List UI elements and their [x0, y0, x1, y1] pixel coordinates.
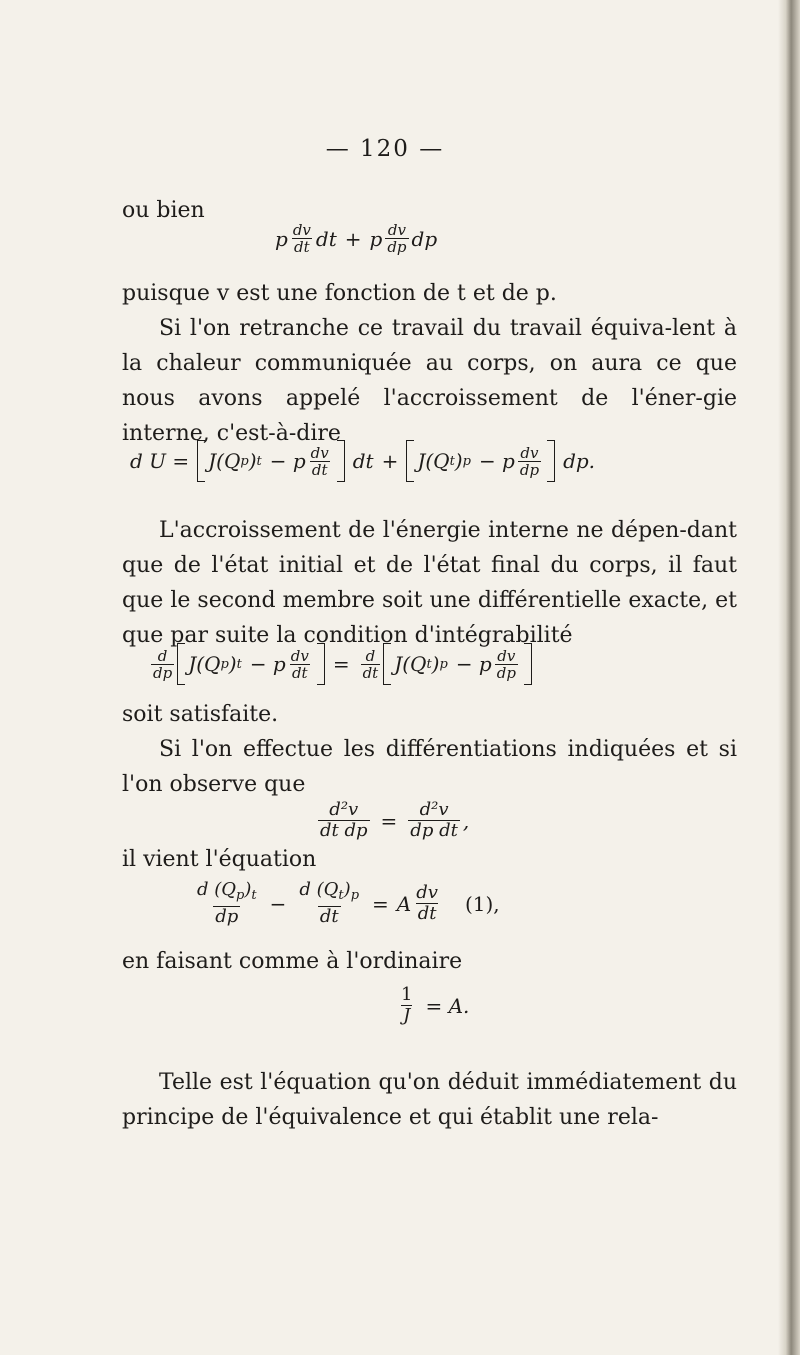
- equation-main-1: [192, 880, 500, 927]
- eq1-p2: p: [369, 226, 383, 251]
- eq1-num2: dv: [387, 221, 406, 239]
- eq2-frac-dv-dp: [518, 445, 541, 478]
- eq2-jq2: J(Q: [417, 449, 450, 473]
- eq3-num1: dv: [290, 646, 309, 665]
- eq3-sub-t: t: [236, 656, 242, 672]
- eq3-close2: ): [431, 652, 440, 676]
- eq5-num2-subp: p: [350, 888, 360, 903]
- eq2-sub-p2: p: [462, 453, 471, 469]
- eq1-dt: dt: [315, 226, 337, 251]
- eq5-frac3: [414, 883, 440, 924]
- eq3-num2: dv: [497, 646, 516, 665]
- eq1-plus: +: [344, 226, 362, 251]
- eq5-frac2: [297, 880, 361, 927]
- eq3-close1: ): [228, 652, 237, 676]
- eq1-p1: p: [275, 226, 288, 251]
- eq3-bracket-close-2: [524, 643, 532, 685]
- eq5-num1-subp: p: [236, 888, 245, 903]
- eq5-num1: [195, 880, 259, 906]
- equation-integrability: [148, 643, 532, 685]
- eq4-den1: dt dp: [320, 820, 368, 841]
- eq2-sub-p: p: [240, 453, 249, 469]
- eq3-sub-t2: t: [426, 656, 432, 672]
- paragraph-puisque: puisque v est une fonction de t et de p.: [122, 281, 557, 306]
- eq2-bracket-open-2: [406, 440, 414, 482]
- eq6-den: J: [403, 1005, 411, 1026]
- paragraph-ou-bien: ou bien: [122, 198, 205, 223]
- equation-work: [275, 222, 437, 255]
- eq2-den2: dp: [519, 460, 540, 479]
- eq3-bracket-open-1: [177, 643, 185, 685]
- eq2-dt: dt: [352, 449, 374, 473]
- eq6-frac: [399, 985, 414, 1026]
- eq6-rhs: = A.: [425, 993, 470, 1018]
- eq3-num-d2: d: [365, 646, 376, 665]
- eq3-den1: dt: [291, 663, 308, 682]
- eq2-num1: dv: [310, 443, 329, 462]
- eq6-num: 1: [401, 984, 413, 1005]
- eq2-minus-p2: − p: [478, 449, 515, 473]
- eq1-den1: dt: [294, 238, 310, 256]
- eq4-frac-right: [408, 800, 460, 841]
- eq2-plus: +: [381, 449, 399, 473]
- eq5-den3: dt: [417, 903, 437, 924]
- eq5-minus: −: [269, 891, 287, 916]
- eq2-close1: ): [248, 449, 257, 473]
- eq5-num2-subt: t: [338, 888, 344, 903]
- eq4-num1: d²v: [329, 799, 359, 820]
- eq5-num1-subt: t: [251, 888, 257, 903]
- equation-schwarz: [315, 800, 469, 841]
- eq2-num2: dv: [520, 443, 539, 462]
- eq5-num2-close: ): [343, 879, 351, 900]
- eq2-bracket-close-2: [547, 440, 555, 482]
- paragraph-soit-satisfaite: soit satisfaite.: [122, 702, 279, 727]
- eq3-equals: =: [332, 652, 350, 676]
- eq3-frac-d-dt: [361, 648, 381, 681]
- eq5-num2: [297, 880, 361, 906]
- equation-joule-constant: [396, 985, 469, 1026]
- equation-internal-energy: [130, 440, 595, 482]
- eq2-den1: dt: [311, 460, 328, 479]
- eq1-dp: dp: [411, 226, 438, 251]
- eq3-den2: dp: [496, 663, 516, 682]
- eq3-num-d1: d: [157, 646, 168, 665]
- eq2-end: dp.: [563, 449, 596, 473]
- paragraph-si-lon-effectue: Si l'on effectue les différentiations indiquées et si l'on observe que: [122, 737, 737, 797]
- eq3-sub-p: p: [220, 656, 229, 672]
- eq4-num2: d²v: [419, 799, 449, 820]
- eq3-jq1: J(Q: [188, 652, 221, 676]
- page-number: — 120 —: [325, 136, 445, 162]
- eq5-equals: =: [372, 891, 389, 916]
- eq3-bracket-close-1: [317, 643, 325, 685]
- eq1-frac-dv-dt: [291, 222, 313, 255]
- eq3-frac-dv-dp: [495, 648, 518, 681]
- eq2-close2: ): [454, 449, 463, 473]
- eq4-den2: dp dt: [410, 820, 458, 841]
- eq3-frac-d-dp: [151, 648, 174, 681]
- eq2-frac-dv-dt: [309, 445, 331, 478]
- eq2-lhs: d U =: [130, 449, 190, 473]
- eq2-bracket-open-1: [197, 440, 205, 482]
- eq5-label: (1),: [464, 891, 500, 916]
- eq5-den2: dt: [319, 906, 339, 927]
- eq3-den-dt: dt: [362, 663, 379, 682]
- eq2-jq1: J(Q: [208, 449, 241, 473]
- eq5-num2-dq: d (Q: [299, 879, 339, 900]
- eq1-num1: dv: [292, 221, 311, 239]
- eq4-frac-left: [318, 800, 370, 841]
- eq1-frac-dv-dp: [385, 222, 408, 255]
- eq5-num1-close: ): [244, 879, 252, 900]
- page-binding-edge: [778, 0, 800, 1355]
- eq4-tail: ,: [462, 808, 470, 833]
- paragraph-laccroissement: L'accroissement de l'énergie interne ne dépen-dant que de l'état initial et de l'état final du corps, il faut que le second membre soit une différentielle exacte, et que par suite la condition d'intégrabilité: [122, 518, 737, 648]
- eq5-A: A: [396, 891, 412, 916]
- eq2-minus-p1: − p: [269, 449, 306, 473]
- paragraph-telle-est: Telle est l'équation qu'on déduit immédiatement du principe de l'équivalence et qui établit une rela-: [122, 1070, 737, 1130]
- eq5-num3: dv: [416, 882, 438, 903]
- paragraph-il-vient: il vient l'équation: [122, 847, 317, 872]
- paragraph-si-lon-retranche: Si l'on retranche ce travail du travail équiva-lent à la chaleur communiquée au corps, on aura ce que nous avons appelé l'accroissement de l'éner-gie interne, c'est-à-dire: [122, 316, 737, 446]
- eq3-den-dp: dp: [153, 663, 173, 682]
- eq3-sub-p2: p: [439, 656, 448, 672]
- eq5-frac1: [195, 880, 259, 927]
- eq3-frac-dv-dt: [289, 648, 311, 681]
- eq3-minus-p1: − p: [249, 652, 286, 676]
- eq2-sub-t2: t: [449, 453, 455, 469]
- eq1-den2: dp: [387, 238, 407, 256]
- eq3-bracket-open-2: [383, 643, 391, 685]
- paragraph-en-faisant: en faisant comme à l'ordinaire: [122, 949, 463, 974]
- eq5-num1-dq: d (Q: [197, 879, 237, 900]
- eq2-sub-t: t: [256, 453, 262, 469]
- eq3-jq2: J(Q: [394, 652, 427, 676]
- eq3-minus-p2: − p: [455, 652, 492, 676]
- eq5-den1: dp: [215, 906, 239, 927]
- eq2-bracket-close-1: [337, 440, 345, 482]
- eq4-equals: =: [380, 808, 398, 833]
